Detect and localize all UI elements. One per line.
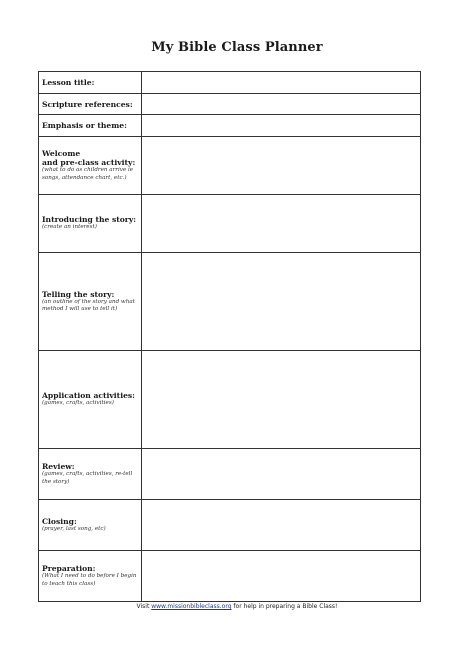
- table-row: [39, 351, 421, 449]
- lesson-title-field[interactable]: [142, 72, 421, 94]
- row-hint: (prayer, last song, etc): [42, 525, 106, 532]
- row-label-cell: [39, 94, 142, 115]
- row-hint: (what to do as children arrive ie songs, attendance chart, etc.): [42, 167, 134, 181]
- row-label-cell: [39, 500, 142, 551]
- row-label: Emphasis or theme:: [42, 121, 127, 130]
- introducing-story-field[interactable]: [142, 195, 421, 253]
- footer-suffix: for help in preparing a Bible Class!: [231, 603, 338, 610]
- row-label-cell: [39, 72, 142, 94]
- scripture-references-field[interactable]: [142, 94, 421, 115]
- row-label-cell: [39, 449, 142, 500]
- row-label-cell: [39, 137, 142, 195]
- page-title: My Bible Class Planner: [151, 40, 323, 55]
- application-activities-field[interactable]: [142, 351, 421, 449]
- row-label-cell: [39, 195, 142, 253]
- row-label-cell: [39, 551, 142, 602]
- table-row: [39, 115, 421, 137]
- row-label: Introducing the story:: [42, 215, 137, 225]
- welcome-activity-field[interactable]: [142, 137, 421, 195]
- row-label-line-2: and pre-class activity:: [42, 158, 136, 168]
- telling-story-field[interactable]: [142, 253, 421, 351]
- table-row: [39, 253, 421, 351]
- row-label: Welcome: [42, 149, 81, 159]
- table-row: [39, 449, 421, 500]
- row-label: Preparation:: [42, 564, 96, 574]
- row-label: Review:: [42, 462, 75, 472]
- table-row: [39, 94, 421, 115]
- table-row: [39, 551, 421, 602]
- planner-table: [38, 71, 421, 602]
- emphasis-field[interactable]: [142, 115, 421, 137]
- review-field[interactable]: [142, 449, 421, 500]
- row-label: Closing:: [42, 516, 77, 526]
- row-label: Lesson title:: [42, 78, 95, 87]
- row-hint: (create an interest): [42, 224, 97, 231]
- footer-prefix: Visit: [136, 603, 152, 610]
- table-row: [39, 500, 421, 551]
- row-label-cell: [39, 115, 142, 137]
- row-hint: (an outline of the story and what method I will use to tell it): [42, 298, 135, 312]
- row-label: Telling the story:: [42, 289, 115, 299]
- footer-note: [0, 603, 474, 610]
- website-link[interactable]: www.missionbibleclass.org: [151, 603, 232, 610]
- row-hint: (What I need to do before I begin to teach this class): [42, 573, 137, 587]
- table-row: [39, 137, 421, 195]
- row-hint: (games, crafts, activities): [42, 400, 114, 407]
- table-row: [39, 72, 421, 94]
- row-label: Scripture references:: [42, 99, 133, 109]
- row-label: Application activities:: [42, 391, 135, 401]
- closing-field[interactable]: [142, 500, 421, 551]
- row-hint: (games, crafts, activities, re-tell the story): [42, 471, 133, 485]
- table-row: [39, 195, 421, 253]
- row-label-cell: [39, 253, 142, 351]
- preparation-field[interactable]: [142, 551, 421, 602]
- row-label-cell: [39, 351, 142, 449]
